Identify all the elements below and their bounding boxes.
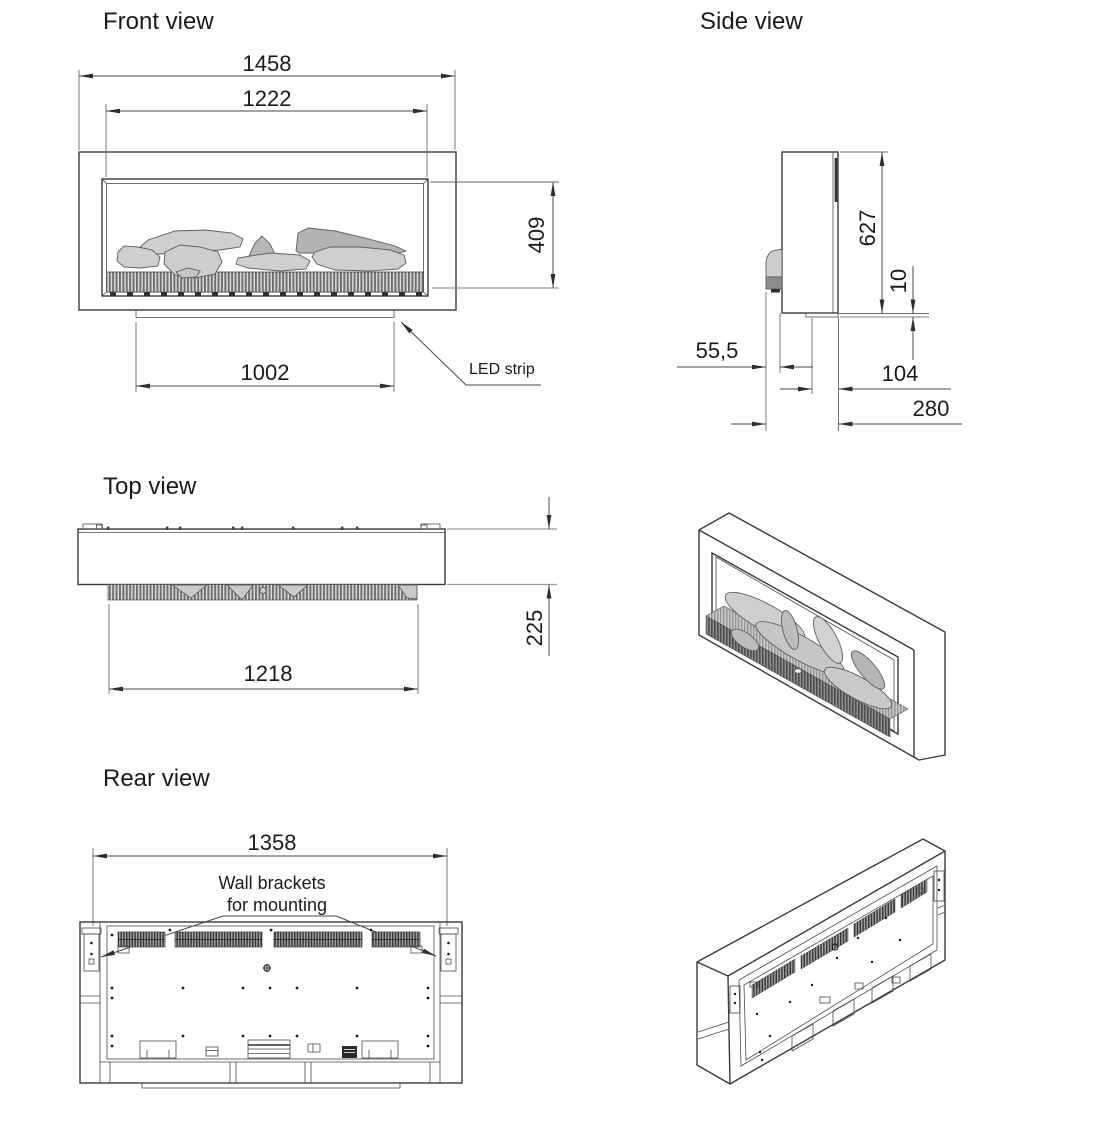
iso-front-pilot-light <box>795 669 802 673</box>
front-led-strip-label: LED strip <box>469 361 535 378</box>
side-dim-bottom-gap-label: 10 <box>886 268 911 294</box>
side-dim-rear-depth <box>780 361 951 389</box>
front-dim-window-height-label: 409 <box>524 216 549 254</box>
front-view-title: Front view <box>103 8 214 35</box>
rear-view <box>80 765 462 1088</box>
side-led-strip-edge <box>771 289 780 293</box>
side-dim-rear-depth-label: 104 <box>881 361 919 386</box>
side-dim-height <box>855 152 882 314</box>
top-fuel-bed <box>108 585 417 601</box>
top-view <box>78 473 557 694</box>
front-dim-window-width <box>106 86 427 177</box>
rear-view-title: Rear view <box>103 765 210 792</box>
front-isometric-view <box>699 513 945 760</box>
iso-rear-vent-grilles <box>752 879 927 998</box>
top-dim-depth-label: 225 <box>522 609 547 647</box>
front-dim-bottom-width <box>136 322 394 392</box>
iso-rear-bottom-notches <box>792 954 931 1051</box>
rear-power-connector <box>342 1046 357 1058</box>
top-dim-depth <box>447 497 557 656</box>
side-fireplace-outline <box>766 152 838 317</box>
top-dim-fuelbed-width <box>109 604 418 694</box>
front-bottom-lip <box>136 310 394 318</box>
front-led-strip-callout <box>401 322 541 385</box>
rear-dim-bracket-span-label: 1358 <box>247 830 297 855</box>
front-dim-bottom-width-label: 1002 <box>240 360 290 385</box>
iso-rear-screws <box>756 917 901 1061</box>
side-view-title: Side view <box>700 8 803 35</box>
top-fireplace-outline <box>78 524 445 585</box>
front-view <box>79 8 559 392</box>
side-dim-bottom-gap <box>886 266 913 360</box>
front-dim-outer-width-label: 1458 <box>242 51 292 76</box>
front-fuel-bed <box>107 272 424 294</box>
rear-bottom-components <box>140 1040 398 1058</box>
side-dim-front-protrusion-label: 55,5 <box>695 338 739 363</box>
side-log-protrusion <box>766 249 782 277</box>
front-logs <box>117 228 406 278</box>
side-dim-front-protrusion <box>677 338 813 367</box>
rear-wall-bracket-right <box>439 928 458 971</box>
front-dim-window-width-label: 1222 <box>242 86 292 111</box>
side-view <box>677 8 962 431</box>
rear-center-mount-hole <box>263 964 271 972</box>
side-dim-height-label: 627 <box>855 209 880 247</box>
rear-isometric-view <box>697 839 945 1084</box>
rear-wall-brackets-label-line1: Wall brackets <box>218 873 326 893</box>
rear-wall-brackets-label-line2: for mounting <box>226 895 328 915</box>
side-dim-total-depth-label: 280 <box>912 396 950 421</box>
rear-wall-bracket-left <box>82 928 101 971</box>
rear-vent-grilles <box>118 932 420 947</box>
top-view-title: Top view <box>103 473 197 500</box>
front-dim-window-height <box>430 182 559 288</box>
top-dim-fuelbed-width-label: 1218 <box>243 661 293 686</box>
side-fuel-bed-edge <box>766 277 782 289</box>
